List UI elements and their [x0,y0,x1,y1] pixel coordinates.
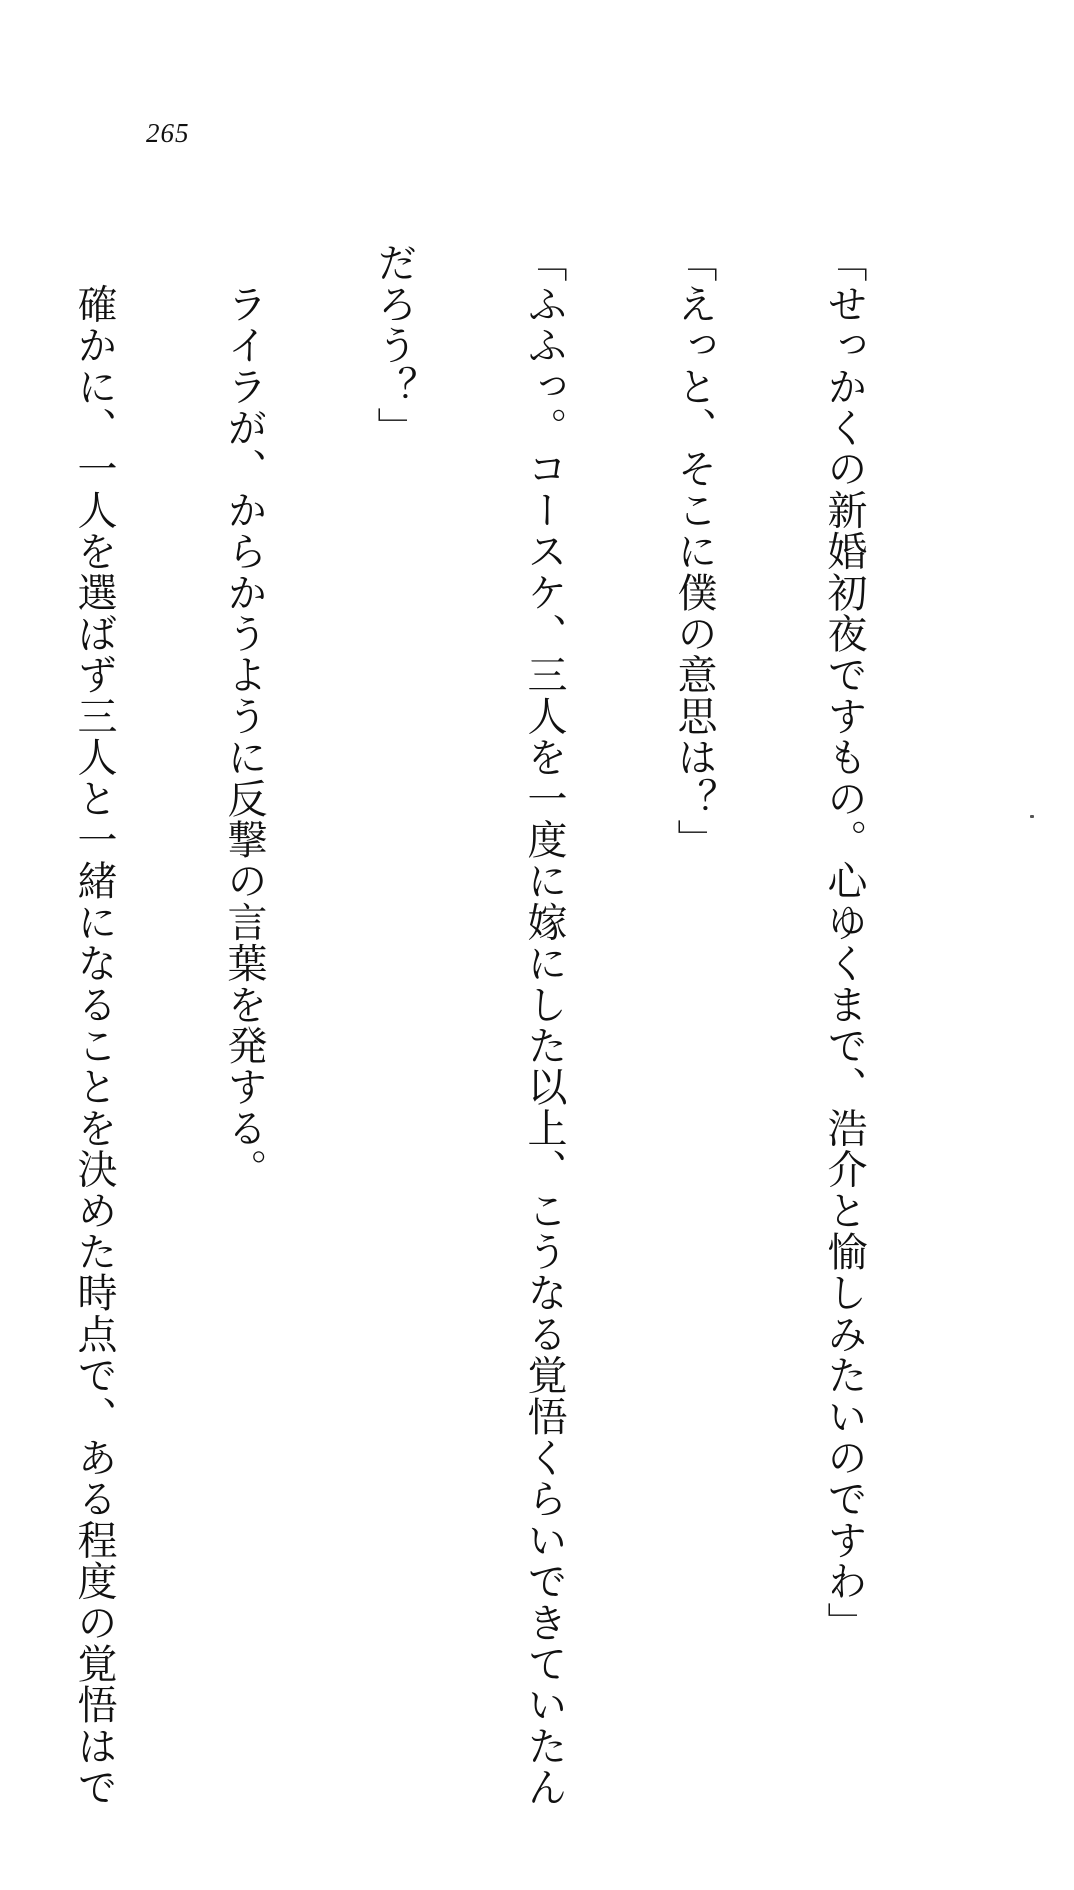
text-line: ライラが、からかうように反撃の言葉を発する。 [221,242,267,1190]
text-line: 「ふふっ。コースケ、三人を一度に嫁にした以上、こうなる覚悟くらいできていたん [521,242,567,1808]
scan-speck [1030,815,1034,818]
page-number: 265 [146,118,190,148]
vertical-body-text [71,242,969,1808]
text-line: 「せっかくの新婚初夜ですもの。心ゆくまで、浩介と愉しみたいのですわ」 [821,242,867,1643]
text-line: だろう？」 [371,242,417,448]
text-line: 確かに、一人を選ばず三人と一緒になることを決めた時点で、ある程度の覚悟はで [71,242,117,1808]
text-line: 「えっと、そこに僕の意思は？」 [671,242,717,860]
